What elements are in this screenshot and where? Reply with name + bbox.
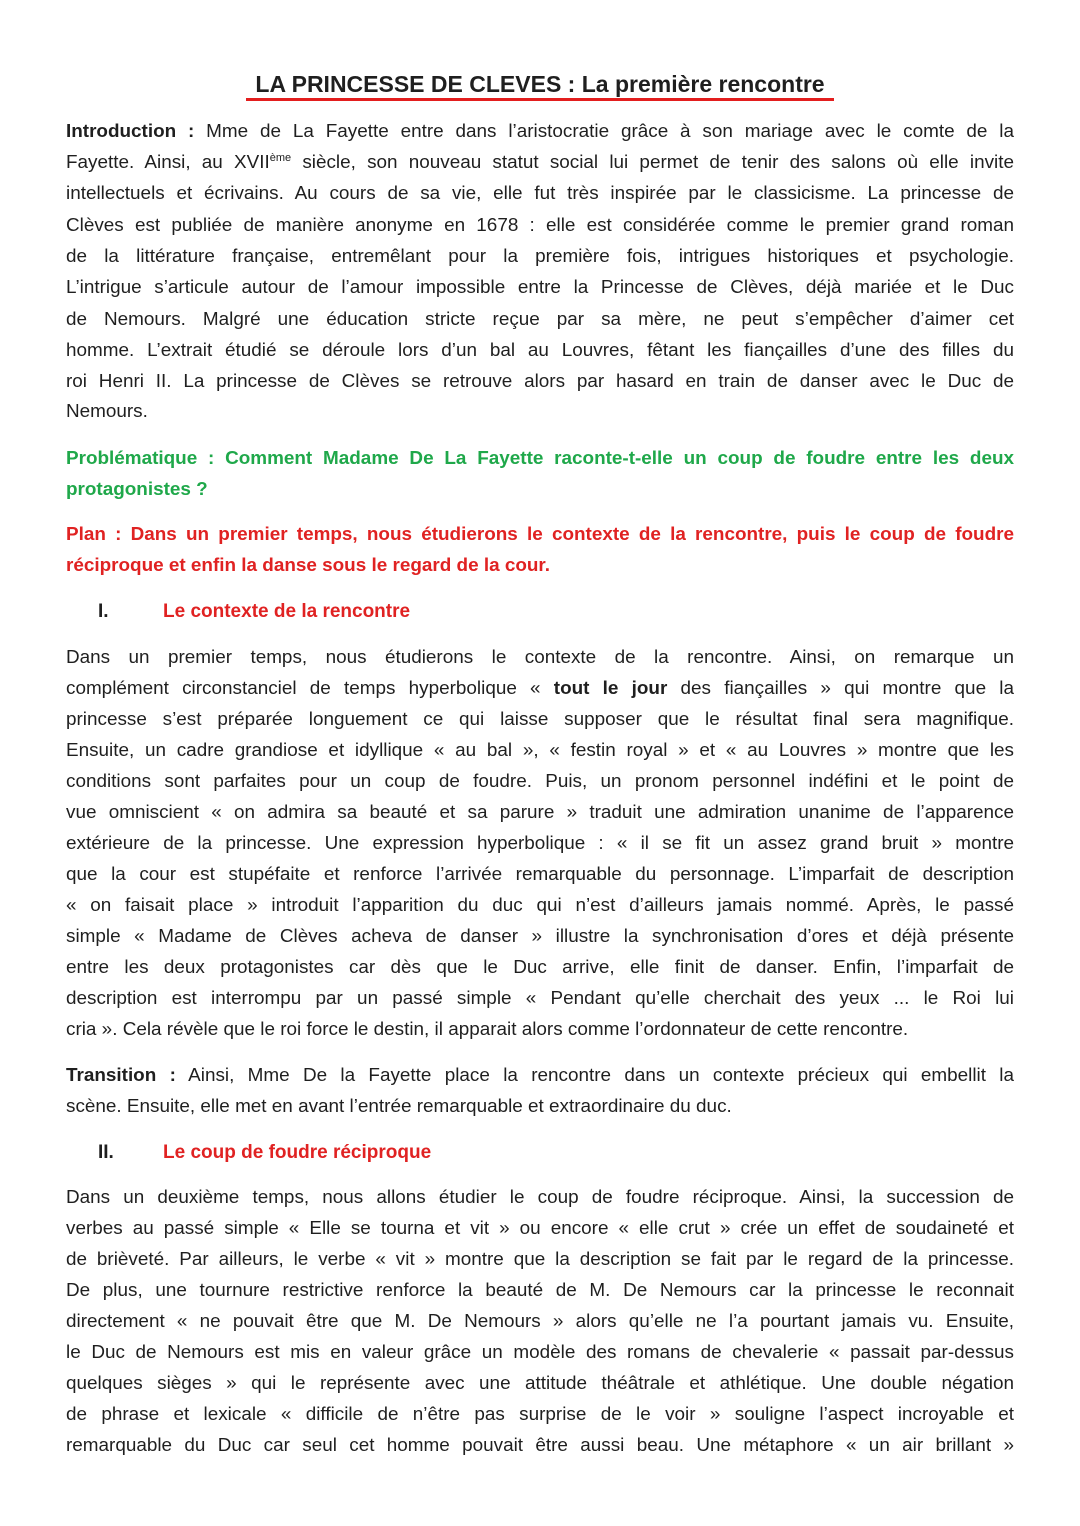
title-red-underline (246, 98, 834, 101)
part2-line-6: le Duc de Nemours est mis en valeur grâce un modèle des romans de chevalerie « passait par-dessus (66, 1342, 1014, 1363)
part2-line-9: remarquable du Duc car seul cet homme pouvait être aussi beau. Une métaphore « un air brillant » (66, 1435, 1014, 1456)
intro-line-10: Nemours. (66, 401, 148, 422)
part1-line-7: extérieure de la princesse. Une expression hyperbolique : « il se fit un assez grand bruit » montre (66, 833, 1014, 854)
part2-line-2: verbes au passé simple « Elle se tourna et vit » ou encore « elle crut » crée un effet de soudaineté et (66, 1218, 1014, 1239)
plan-line-1: Plan : Dans un premier temps, nous étudierons le contexte de la rencontre, puis le coup de foudre (66, 524, 1014, 545)
part2-heading: Le coup de foudre réciproque (163, 1142, 432, 1163)
intro-line-5: de la littérature française, entremêlant pour la première fois, intrigues historiques et psychologie. (66, 246, 1014, 267)
part1-line-6: vue omniscient « on admira sa beauté et sa parure » traduit une admiration unanime de l’apparence (66, 802, 1014, 823)
part1-line-4: Ensuite, un cadre grandiose et idyllique « au bal », « festin royal » et « au Louvres » montre que les (66, 740, 1014, 761)
intro-line-9: roi Henri II. La princesse de Clèves se retrouve alors par hasard en train de danser avec le Duc de (66, 371, 1014, 392)
transition-line-1: Transition : Ainsi, Mme De la Fayette place la rencontre dans un contexte précieux qui embellit la (66, 1065, 1014, 1086)
intro-label: Introduction : (66, 121, 195, 142)
part2-line-5: directement « ne pouvait être que M. De Nemours » alors qu’elle ne l’a pourtant jamais vu. Ensuite, (66, 1311, 1014, 1332)
part1-line-2: complément circonstanciel de temps hyperbolique « tout le jour des fiançailles » qui montre que la (66, 678, 1014, 699)
part1-line-3: princesse s’est préparée longuement ce qui laisse supposer que le résultat final sera magnifique. (66, 709, 1014, 730)
problematique-line-1: Problématique : Comment Madame De La Fayette raconte-t-elle un coup de foudre entre les deux (66, 448, 1014, 469)
transition-label: Transition : (66, 1065, 176, 1086)
part2-line-8: de phrase et lexicale « difficile de n’être pas surprise de le voir » souligne l’aspect incroyable et (66, 1404, 1014, 1425)
intro-line-1: Introduction : Mme de La Fayette entre dans l’aristocratie grâce à son mariage avec le comte de la (66, 121, 1014, 142)
intro-line-7: de Nemours. Malgré une éducation stricte reçue par sa mère, ne peut s’empêcher d’aimer cet (66, 309, 1014, 330)
part2-line-3: de brièveté. Par ailleurs, le verbe « vit » montre que la description se fait par le regard de la princesse. (66, 1249, 1014, 1270)
intro-line-4: Clèves est publiée de manière anonyme en 1678 : elle est considérée comme le premier grand roman (66, 215, 1014, 236)
part1-line-11: entre les deux protagonistes car dès que le Duc arrive, elle finit de danser. Enfin, l’imparfait de (66, 957, 1014, 978)
part2-line-1: Dans un deuxième temps, nous allons étudier le coup de foudre réciproque. Ainsi, la succession de (66, 1187, 1014, 1208)
transition-line-2: scène. Ensuite, elle met en avant l’entrée remarquable et extraordinaire du duc. (66, 1096, 732, 1117)
part1-line-5: conditions sont parfaites pour un coup de foudre. Puis, un pronom personnel indéfini et le point de (66, 771, 1014, 792)
intro-line-2: Fayette. Ainsi, au XVIIème siècle, son nouveau statut social lui permet de tenir des salons où elle invite (66, 152, 1014, 173)
part1-line-9: « on faisait place » introduit l’apparition du duc qui n’est d’ailleurs jamais nommé. Après, le passé (66, 895, 1014, 916)
page-title (0, 69, 1080, 99)
part1-line-10: simple « Madame de Clèves acheva de danser » illustre la synchronisation d’ores et déjà présente (66, 926, 1014, 947)
part2-number: II. (98, 1142, 114, 1163)
intro-line-8: homme. L’extrait étudié se déroule lors d’un bal au Louvres, fêtant les fiançailles d’une des filles du (66, 340, 1014, 361)
problematique-line-2: protagonistes ? (66, 479, 208, 500)
title-text: LA PRINCESSE DE CLEVES : La première rencontre (255, 71, 824, 100)
part1-number: I. (98, 601, 109, 622)
part2-line-7: quelques sièges » qui le représente avec une attitude théâtrale et athlétique. Une double négation (66, 1373, 1014, 1394)
part1-heading: Le contexte de la rencontre (163, 601, 411, 622)
part1-line-1: Dans un premier temps, nous étudierons le contexte de la rencontre. Ainsi, on remarque un (66, 647, 1014, 668)
plan-line-2: réciproque et enfin la danse sous le regard de la cour. (66, 555, 550, 576)
part1-line-13: cria ». Cela révèle que le roi force le destin, il apparait alors comme l’ordonnateur de cette rencontre. (66, 1019, 909, 1040)
part1-line-8: que la cour est stupéfaite et renforce l’arrivée remarquable du personnage. L’imparfait de description (66, 864, 1014, 885)
intro-line-3: intellectuels et écrivains. Au cours de sa vie, elle fut très inspirée par le classicisme. La princesse de (66, 183, 1014, 204)
part2-line-4: De plus, une tournure restrictive renforce la beauté de M. De Nemours car la princesse le reconnait (66, 1280, 1014, 1301)
intro-line-6: L’intrigue s’articule autour de l’amour impossible entre la Princesse de Clèves, déjà mariée et le Duc (66, 277, 1014, 298)
part1-line-12: description est interrompu par un passé simple « Pendant qu’elle cherchait des yeux ... le Roi lui (66, 988, 1014, 1009)
